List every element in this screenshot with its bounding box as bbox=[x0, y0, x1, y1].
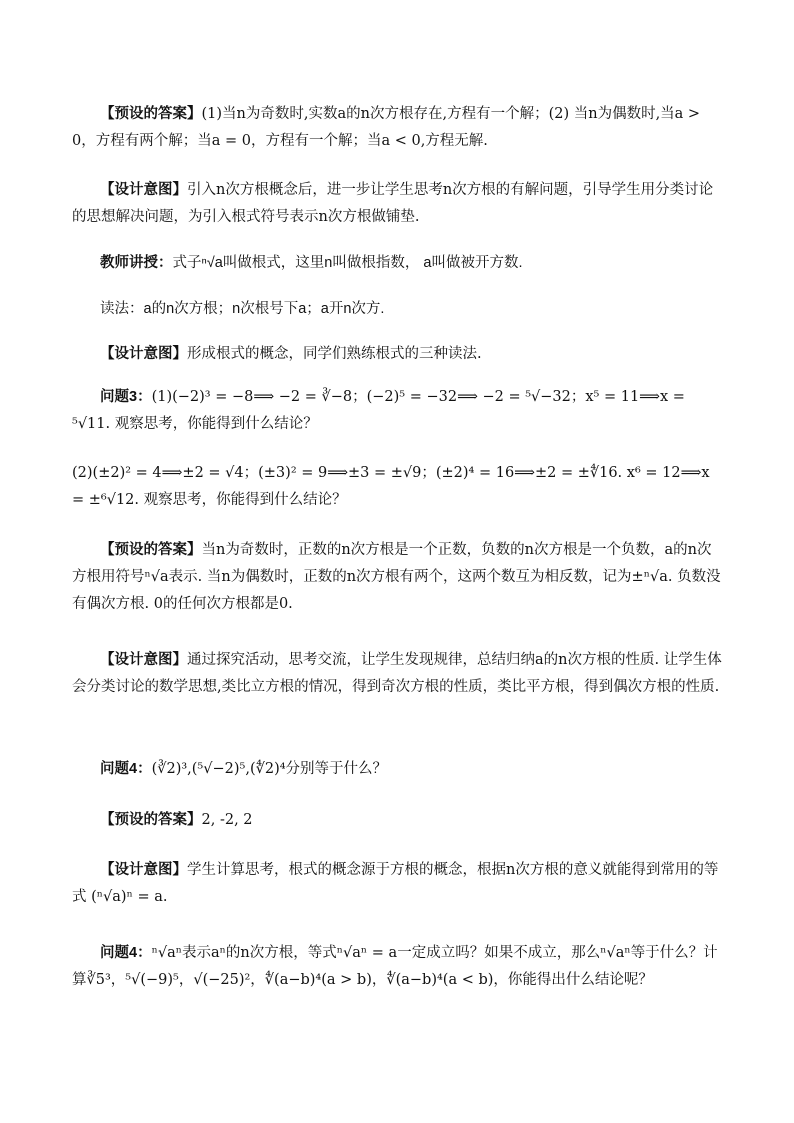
paragraph-text: 读法：a的n次方根；n次根号下a；a开n次方. bbox=[100, 301, 385, 317]
paragraph-text: 引入n次方根概念后，进一步让学生思考n次方根的有解问题，引导学生用分类讨论的思想解决问题，为引入根式符号表示n次方根做铺垫. bbox=[72, 182, 714, 225]
radical-expression: ⁿ√a bbox=[201, 255, 223, 271]
paragraph-label: 【设计意图】 bbox=[100, 345, 187, 362]
question-text: ⁿ√aⁿ表示aⁿ的n次方根，等式ⁿ√aⁿ = a一定成立吗？如果不成立，那么ⁿ√aⁿ等于什么？计算∛5³，⁵√(−9)⁵，√(−25)²，∜(a−b)⁴(a > b)，∜(a−b)⁴(a < b)，你能得出什么结论呢？ bbox=[72, 945, 718, 988]
design-intent-paragraph-1 bbox=[72, 176, 722, 231]
question-text: (∛2)³,(⁵√−2)⁵,(∜2)⁴分别等于什么？ bbox=[151, 761, 388, 777]
paragraph-label: 【设计意图】 bbox=[100, 181, 187, 198]
paragraph-text: 形成根式的概念，同学们熟练根式的三种读法. bbox=[187, 346, 482, 362]
question-label: 问题4： bbox=[100, 945, 152, 961]
paragraph-label: 【预设的答案】 bbox=[100, 541, 202, 558]
design-intent-paragraph-3 bbox=[72, 646, 722, 701]
question-4a bbox=[72, 756, 722, 783]
paragraph-label: 【设计意图】 bbox=[100, 861, 187, 878]
design-intent-paragraph-2 bbox=[72, 340, 722, 368]
design-intent-paragraph-4 bbox=[72, 856, 722, 911]
question-label: 问题4： bbox=[100, 761, 152, 777]
question-label: 问题3： bbox=[100, 389, 152, 405]
paragraph-text-b: 叫做根式，这里n叫做根指数， a叫做被开方数. bbox=[222, 255, 523, 271]
question-text: (2)(±2)² = 4⟹±2 = √4；(±3)² = 9⟹±3 = ±√9；(±2)⁴ = 16⟹±2 = ±∜16. x⁶ = 12⟹x = ±⁶√12. 观察思考，你能得到什么结论？ bbox=[72, 465, 710, 508]
paragraph-label: 教师讲授： bbox=[100, 255, 173, 271]
paragraph-text: 2, -2, 2 bbox=[201, 812, 253, 828]
question-3-part-1 bbox=[72, 384, 722, 438]
preset-answer-paragraph-3 bbox=[72, 806, 722, 834]
question-3-part-2 bbox=[72, 460, 722, 514]
preset-answer-paragraph-1 bbox=[72, 100, 722, 155]
paragraph-label: 【设计意图】 bbox=[100, 651, 187, 668]
teacher-lecture-paragraph bbox=[72, 250, 722, 277]
paragraph-text: 通过探究活动，思考交流，让学生发现规律，总结归纳a的n次方根的性质. 让学生体会分类讨论的数学思想,类比立方根的情况，得到奇次方根的性质，类比平方根，得到偶次方根的性质. bbox=[72, 652, 722, 695]
paragraph-text: 当n为奇数时，正数的n次方根是一个正数，负数的n次方根是一个负数，a的n次方根用符号ⁿ√a表示. 当n为偶数时，正数的n次方根有两个，这两个数互为相反数，记为±ⁿ√a. 负数没有偶次方根. 0的任何次方根都是0. bbox=[72, 542, 721, 612]
question-text: (1)(−2)³ = −8⟹ −2 = ∛−8；(−2)⁵ = −32⟹ −2 = ⁵√−32；x⁵ = 11⟹x = ⁵√11. 观察思考，你能得到什么结论？ bbox=[72, 389, 685, 432]
preset-answer-paragraph-2 bbox=[72, 536, 722, 618]
paragraph-label: 【预设的答案】 bbox=[100, 811, 202, 828]
paragraph-text: (1)当n为奇数时,实数a的n次方根存在,方程有一个解；(2) 当n为偶数时,当a > 0，方程有两个解；当a = 0，方程有一个解；当a < 0,方程无解. bbox=[72, 106, 701, 149]
question-4b bbox=[72, 940, 722, 994]
reading-method-paragraph bbox=[72, 296, 722, 323]
paragraph-label: 【预设的答案】 bbox=[100, 105, 202, 122]
paragraph-text-a: 式子 bbox=[172, 255, 202, 271]
paragraph-text: 学生计算思考，根式的概念源于方根的概念，根据n次方根的意义就能得到常用的等式 (ⁿ√a)ⁿ = a. bbox=[72, 862, 719, 905]
